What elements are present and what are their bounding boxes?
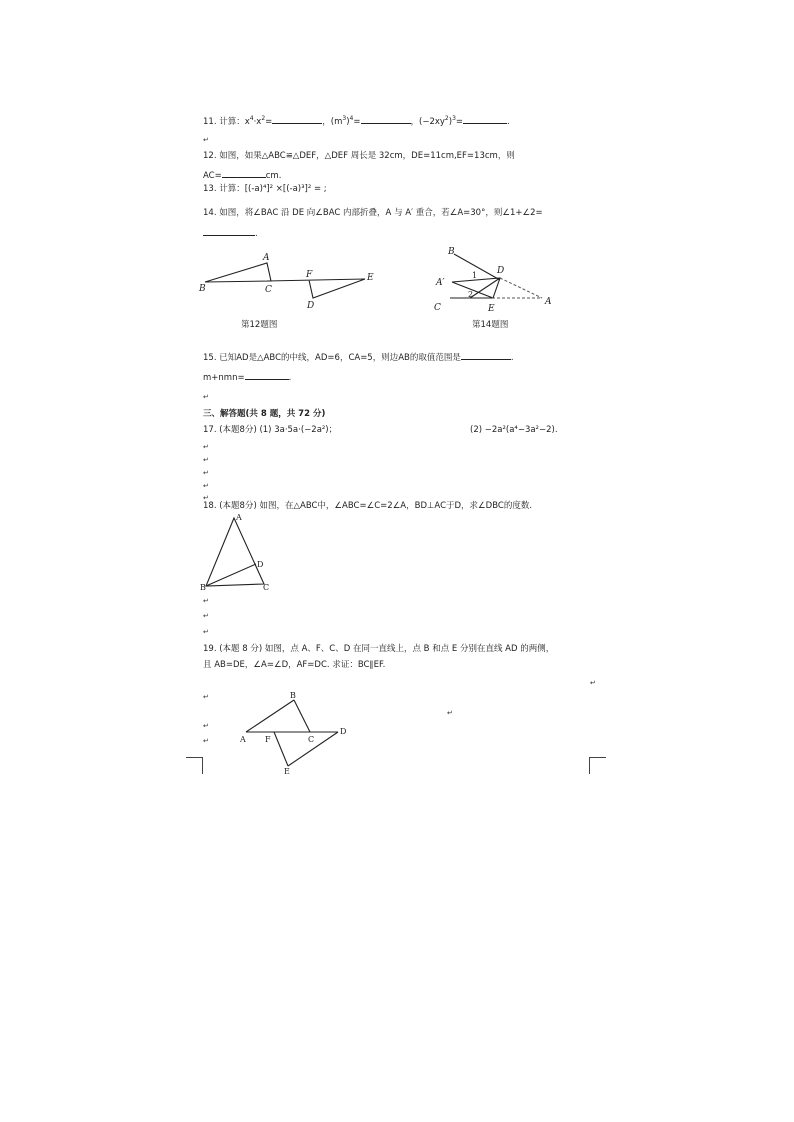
question-16-line: m+nmn= . [203, 373, 292, 383]
q11-end: . [507, 117, 510, 127]
label-C: C [434, 303, 441, 313]
label-F: F [265, 735, 271, 744]
figure-14-diagram [430, 240, 560, 315]
question-17-part1: 17. (本题8分) (1) 3a·5a·(−2a²)； [203, 425, 338, 435]
angle-2: 2 [468, 290, 474, 299]
q11-sep: ，(m [322, 117, 343, 127]
label-E: E [367, 273, 374, 283]
paragraph-mark: ↵ [203, 482, 209, 490]
figure-12-diagram [195, 248, 390, 318]
question-19-line2: 且 AB=DE，∠A=∠D，AF=DC. 求证：BC∥EF. [203, 660, 386, 670]
label-E: E [488, 304, 495, 314]
paragraph-mark: ↵ [203, 469, 209, 477]
paragraph-mark: ↵ [203, 494, 209, 502]
label-B: B [200, 583, 206, 592]
answer-blank [245, 372, 289, 380]
paragraph-mark: ↵ [203, 136, 209, 144]
label-D: D [257, 560, 264, 569]
paragraph-mark: ↵ [203, 443, 209, 451]
question-19-line1: 19. (本题 8 分) 如图，点 A、F、C、D 在同一直线上，点 B 和点 E 分别在直线 AD 的两侧， [203, 644, 555, 654]
paragraph-mark: ↵ [590, 679, 596, 687]
paragraph-mark: ↵ [203, 737, 209, 745]
label-A: A [240, 735, 246, 744]
figure-12-caption: 第12题图 [241, 320, 278, 330]
line-ab [246, 700, 294, 732]
answer-blank [222, 170, 266, 178]
label-A: A [263, 253, 270, 263]
question-13: 13. 计算：[(-a)⁴]² ×[(-a)³]² = ; [203, 184, 327, 194]
answer-blank [463, 116, 507, 124]
q16-prefix: m+nmn= [203, 373, 245, 383]
label-A: A [236, 513, 242, 522]
dashed-da [500, 278, 542, 298]
page-corner-mark-left [186, 757, 203, 774]
line-ef [274, 732, 288, 766]
q12-suffix: cm. [265, 171, 282, 181]
paragraph-mark: ↵ [203, 722, 209, 730]
question-17-part2: (2) −2a²(a⁴−3a²−2). [470, 425, 558, 435]
answer-blank [461, 352, 511, 360]
q11-eq: = [265, 117, 273, 127]
paragraph-mark: ↵ [203, 597, 209, 605]
label-B: B [448, 247, 455, 257]
label-C: C [265, 285, 272, 295]
label-D: D [497, 266, 505, 276]
answer-blank [361, 116, 411, 124]
q12-prefix: AC= [203, 171, 222, 181]
figure-18-diagram [198, 512, 278, 594]
q14-suffix: . [255, 229, 258, 239]
paragraph-mark: ↵ [203, 628, 209, 636]
figure-14-caption: 第14题图 [472, 320, 509, 330]
label-A: A [545, 297, 552, 307]
answer-blank [272, 116, 322, 124]
q11-eq: = [353, 117, 361, 127]
figure-19-diagram [238, 690, 353, 775]
q11-exp: 4 [349, 115, 354, 123]
question-12-line2 [203, 170, 281, 181]
q11-mid: ·x [253, 117, 262, 127]
question-15: 15. 已知AD是△ABC的中线，AD=6，CA=5，则边AB的取值范围是 . [203, 353, 514, 363]
page-corner-mark-right [589, 757, 606, 774]
q11-prefix: 11. 计算：x [203, 117, 250, 127]
question-14-line1: 14. 如图，将∠BAC 沿 DE 向∠BAC 内部折叠，A 与 A′ 重合，若∠A=30°，则∠1+∠2= [203, 208, 543, 218]
label-C: C [308, 735, 315, 744]
paragraph-mark: ↵ [203, 456, 209, 464]
label-C: C [263, 583, 270, 592]
q11-exp: 2 [261, 115, 266, 123]
q11-exp: 4 [249, 115, 254, 123]
paragraph-mark: ↵ [203, 693, 209, 701]
answer-blank [203, 228, 255, 236]
paragraph-mark: ↵ [203, 393, 209, 401]
label-E: E [284, 767, 290, 776]
question-12-line1: 12. 如图，如果△ABC≌△DEF，△DEF 周长是 32cm，DE=11cm,EF=13cm，则 [203, 151, 515, 161]
question-11: 11. 计算：$x^4\cdot x^2=$ ，$(m^3)^4=$ ，$(-2xy^2)^3=$ . [203, 115, 510, 127]
angle-1: 1 [472, 271, 478, 280]
triangle-def [267, 279, 365, 298]
label-F: F [306, 270, 313, 280]
label-D: D [340, 727, 347, 736]
label-B: B [290, 691, 296, 700]
question-18: 18. (本题8分) 如图，在△ABC中，∠ABC=∠C=2∠A，BD⊥AC于D，求∠DBC的度数. [203, 501, 533, 511]
paragraph-mark: ↵ [203, 612, 209, 620]
label-D: D [307, 301, 315, 311]
paragraph-mark: ↵ [447, 709, 453, 717]
q11-eq: = [455, 117, 464, 127]
label-A-prime: A′ [436, 278, 445, 288]
q11-exp: 3 [342, 115, 347, 123]
triangle-abc [205, 263, 271, 282]
line-bc [294, 700, 310, 732]
q15-text: 15. 已知AD是△ABC的中线，AD=6，CA=5，则边AB的取值范围是 [203, 353, 461, 363]
folded-triangle [452, 278, 500, 298]
q11-exp: 3 [452, 115, 456, 123]
q11-sep: ，(−2xy [410, 117, 445, 127]
q11-exp: 2 [444, 115, 449, 123]
section-3-title: 三、解答题(共 8 题，共 72 分) [203, 409, 326, 419]
label-B: B [199, 284, 206, 294]
question-14-line2 [203, 228, 258, 239]
triangle-abc [206, 518, 264, 586]
